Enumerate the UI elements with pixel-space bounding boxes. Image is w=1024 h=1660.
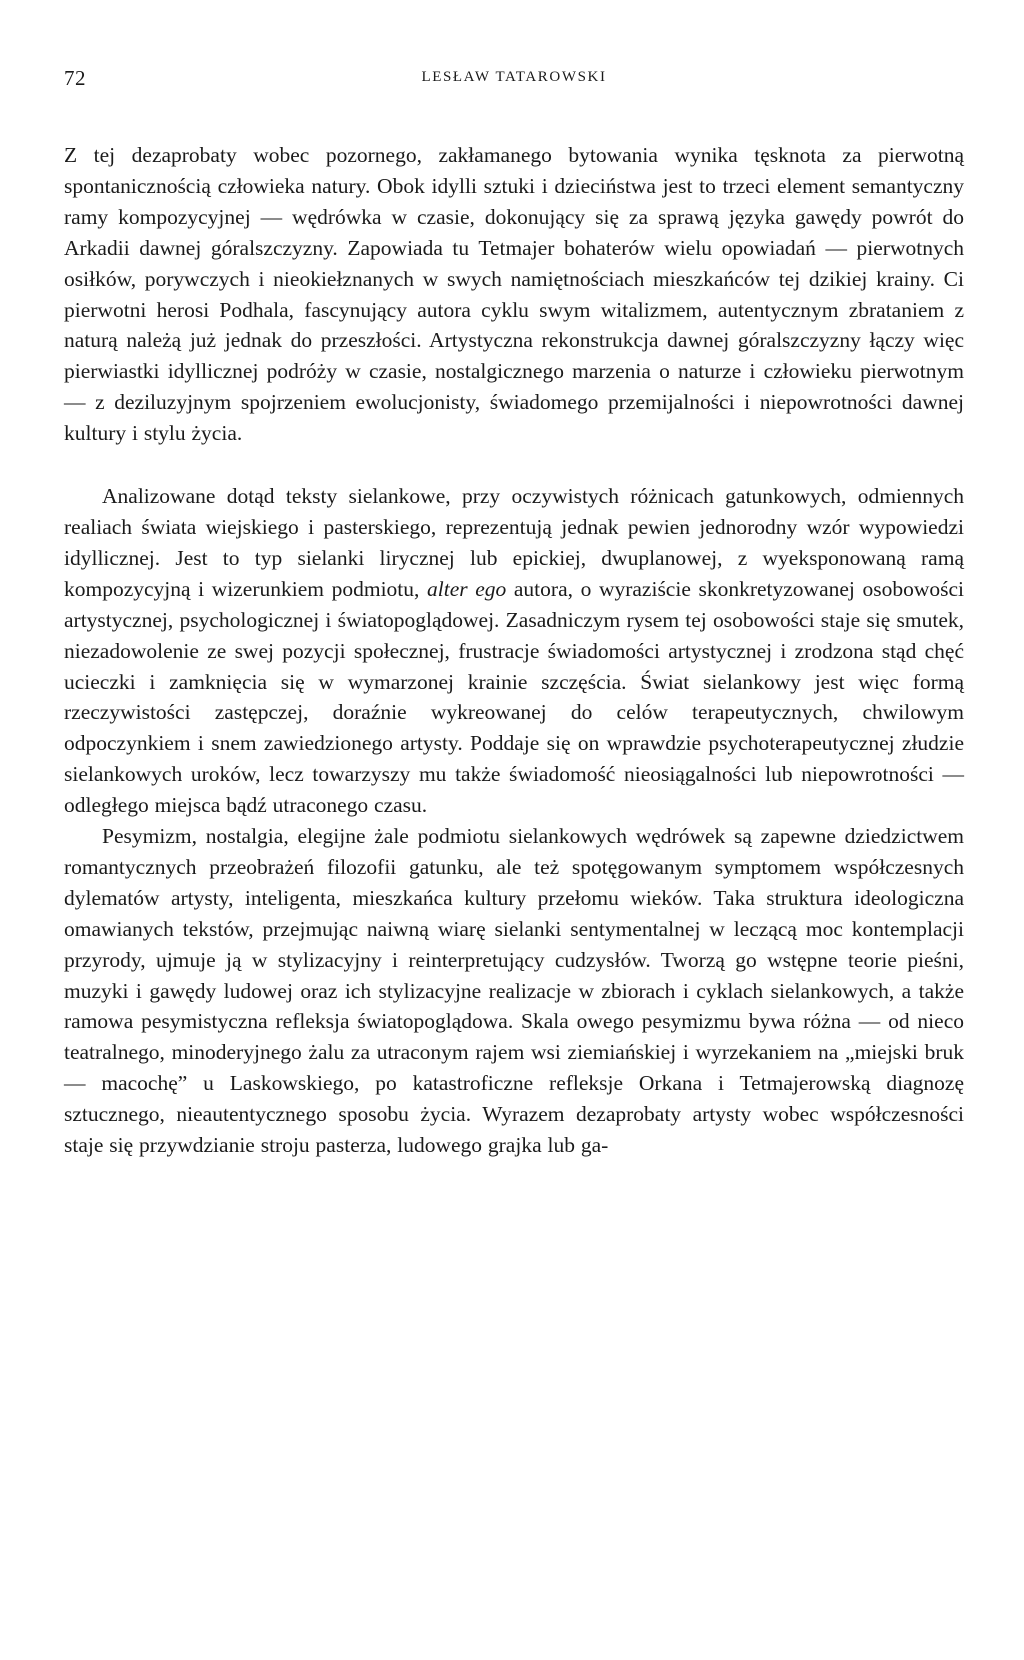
document-page [64,66,965,1158]
paragraph-1: Z tej dezaprobaty wobec pozornego, zakłamanego bytowania wynika tęsknota za pierwotną spontanicznością człowieka natury. Obok idylli sztuki i dzieciństwa jest to trzeci element semantyczny ramy kompozycyjnej — wędrówka w czasie, dokonujący się za sprawą języka gawędy powrót do Arkadii dawnej góralszczyzny. Zapowiada tu Tetmajer bohaterów wielu opowiadań — pierwotnych osiłków, porywczych i nieokiełznanych w swych namiętnościach mieszkańców tej dzikiej krainy. Ci pierwotni herosi Podhala, fascynujący autora cyklu swym witalizmem, autentycznym zbrataniem z naturą należą już jednak do przeszłości. Artystyczna rekonstrukcja dawnej góralszczyzny łączy więc pierwiastki idyllicznej podróży w czasie, nostalgicznego marzenia o naturze i człowieku pierwotnym — z deziluzyjnym spojrzeniem ewolucjonisty, świadomego przemijalności i niepowrotności dawnej kultury i stylu życia. [64,143,964,446]
paragraph-2-italic-term: alter ego [427,576,507,601]
page-number: 72 [64,66,86,90]
paragraph-2-text-after: autora, o wyraziście skonkretyzowanej osobowości artystycznej, psychologicznej i światopoglądowej. Zasadniczym rysem tej osobowości staje się smutek, niezadowolenie ze swej pozycji społecznej, frustracje świadomości artystycznej i zrodzona stąd chęć ucieczki i zamknięcia się w wymarzonej krainie szczęścia. Świat sielankowy jest więc formą rzeczywistości zastępczej, doraźnie wykreowanej do celów terapeutycznych, chwilowym odpoczynkiem i snem zawiedzionego artysty. Poddaje się on wprawdzie psychoterapeutycznej złudzie sielankowych uroków, lecz towarzyszy mu także świadomość nieosiągalności lub niepowrotności — odległego miejsca bądź utraconego czasu. [64,576,965,818]
paragraph-2-text-before: Analizowane dotąd teksty sielankowe, przy oczywistych różnicach gatunkowych, odmiennych realiach świata wiejskiego i pasterskiego, reprezentują jednak pewien jednorodny wzór wypowiedzi idyllicznej. Jest to typ sielanki lirycznej lub epickiej, dwuplanowej, z wyeksponowaną ramą kompozycyjną i wizerunkiem podmiotu, [64,484,964,601]
body-text [64,140,964,1161]
header-author-name: LESŁAW TATAROWSKI [421,69,607,85]
running-header [64,66,964,106]
paragraph-3: Pesymizm, nostalgia, elegijne żale podmiotu sielankowych wędrówek są zapewne dziedzictwem romantycznych przeobrażeń filozofii gatunku, ale też spotęgowanym symptomem współczesnych dylematów artysty, inteligenta, mieszkańca kultury przełomu wieków. Taka struktura ideologiczna omawianych tekstów, przejmując naiwną wiarę sielanki sentymentalnej w leczącą moc kontemplacji przyrody, ujmuje ją w stylizacyjny i reinterpretujący cudzysłów. Tworzą go wstępne teorie pieśni, muzyki i gawędy ludowej oraz ich stylizacyjne realizacje w zbiorach i cyklach sielankowych, a także ramowa pesymistyczna refleksja światopoglądowa. Skala owego pesymizmu bywa różna — od nieco teatralnego, minoderyjnego żalu za utraconym rajem wsi ziemiańskiej i wyrzekaniem na „miejski bruk — macochę” u Laskowskiego, po katastroficzne refleksje Orkana i Tetmajerowską diagnozę sztucznego, nieautentycznego sposobu życia. Wyrazem dezaprobaty artysty wobec współczesności staje się przywdzianie stroju pasterza, ludowego grajka lub ga- [64,824,964,1158]
paragraph-2 [64,481,964,821]
